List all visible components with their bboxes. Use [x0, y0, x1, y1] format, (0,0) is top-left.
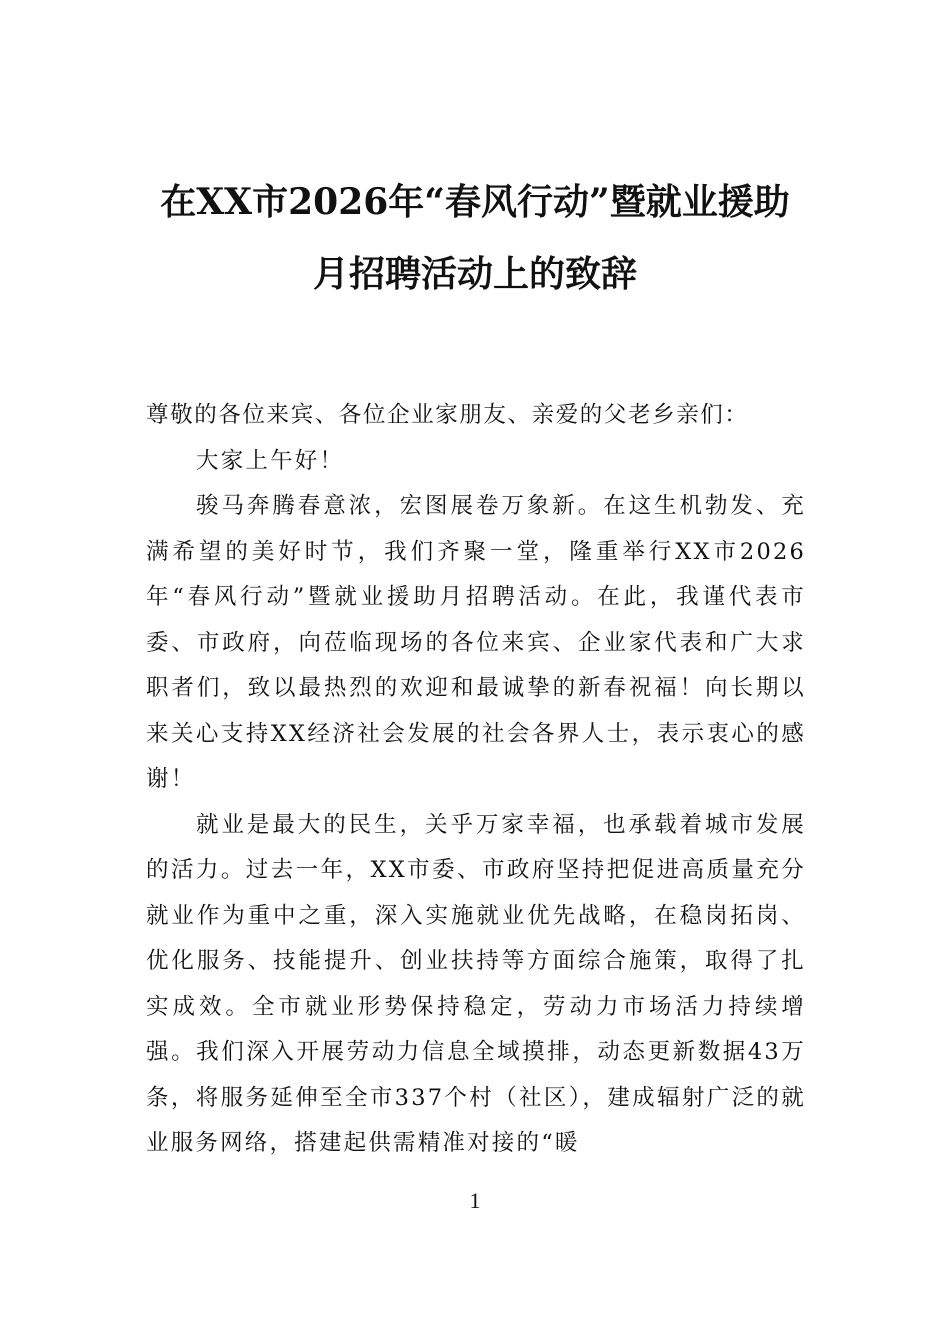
- title-line-2: 月招聘活动上的致辞: [312, 253, 637, 295]
- paragraph-employment: 就业是最大的民生，关乎万家幸福，也承载着城市发展的活力。过去一年，XX市委、市政府坚持把促进高质量充分就业作为重中之重，深入实施就业优先战略，在稳岗拓岗、优化服务、技能提升、创业扶持等方面综合施策，取得了扎实成效。全市就业形势保持稳定，劳动力市场活力持续增强。我们深入开展劳动力信息全域摸排，动态更新数据43万条，将服务延伸至全市337个村（社区），建成辐射广泛的就业服务网络，搭建起供需精准对接的“暖: [146, 811, 806, 1156]
- title-line-1: 在XX市2026年“春风行动”暨就业援助: [160, 181, 790, 223]
- page-number: 1: [469, 1188, 481, 1213]
- paragraph-welcome: 骏马奔腾春意浓，宏图展卷万象新。在这生机勃发、充满希望的美好时节，我们齐聚一堂，隆重举行XX市2026年“春风行动”暨就业援助月招聘活动。在此，我谨代表市委、市政府，向莅临现场的各位来宾、企业家代表和广大求职者们，致以最热烈的欢迎和最诚挚的新春祝福！向长期以来关心支持XX经济社会发展的社会各界人士，表示衷心的感谢！: [146, 493, 806, 792]
- document-title: [120, 166, 830, 310]
- document-body: [146, 393, 806, 1167]
- salutation: 尊敬的各位来宾、各位企业家朋友、亲爱的父老乡亲们：: [146, 402, 749, 428]
- greeting: 大家上午好！: [196, 447, 345, 474]
